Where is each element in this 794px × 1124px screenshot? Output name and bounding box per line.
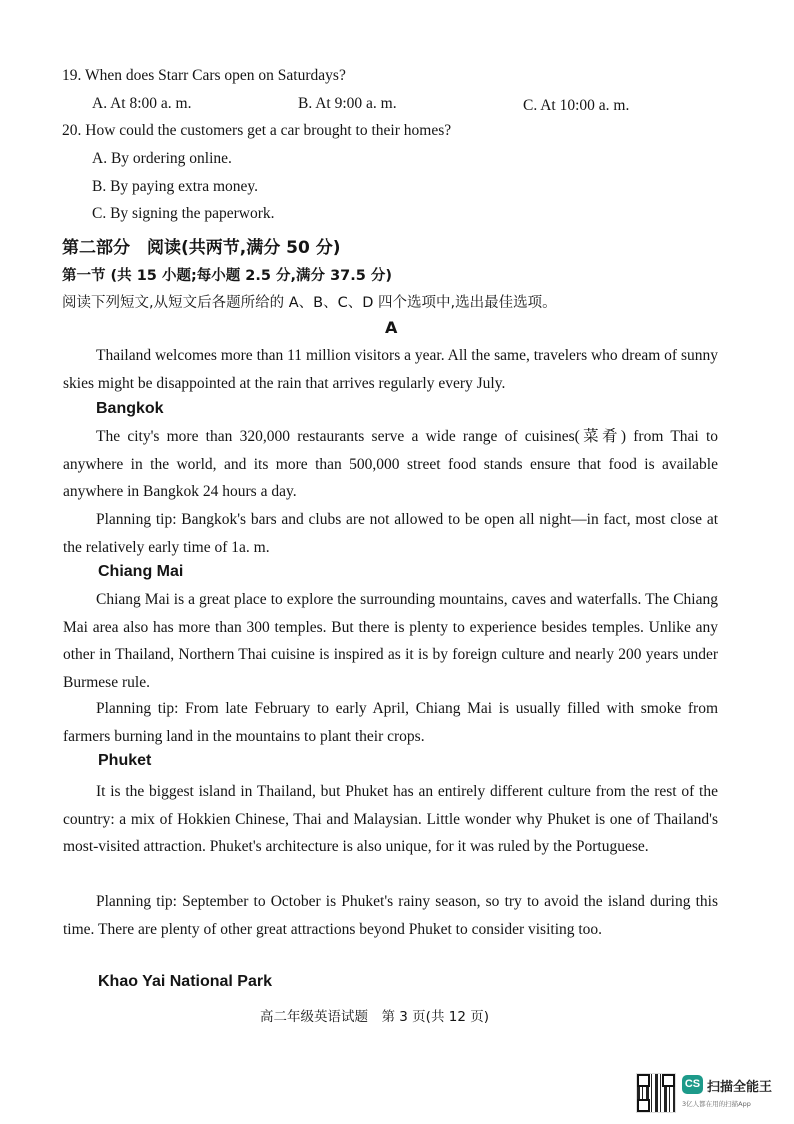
heading-phuket: Phuket (98, 752, 152, 769)
bangkok-tip: Planning tip: Bangkok's bars and clubs are not allowed to be open all night—in fact, most close at the relatively early time of 1a. m. (63, 511, 718, 556)
bangkok-body: The city's more than 320,000 restaurants serve a wide range of cuisines(菜肴) from Thai to anywhere in the world, and its more than 500,000 street food stands ensure that food is available anywhere in Bangkok 24 hours a day. (63, 428, 718, 500)
part-title: 第二部分 阅读(共两节,满分 50 分) (62, 238, 341, 258)
chiang-mai-body: Chiang Mai is a great place to explore the surrounding mountains, caves and waterfalls. The Chiang Mai area also has more than 300 temples. But there is plenty to experience besides temples. Unlike any other in Thailand, Northern Thai cuisine is inspired as it is by foreign culture and nearly 200 years under Burmese rule. (63, 591, 718, 691)
camscanner-tagline: 3亿人都在用的扫描App (682, 1100, 751, 1108)
question-20-stem: 20. How could the customers get a car brought to their homes? (62, 122, 452, 139)
camscanner-name: 扫描全能王 (707, 1080, 773, 1095)
camscanner-logo: CS (682, 1075, 703, 1094)
page-footer: 高二年级英语试题 第 3 页(共 12 页) (260, 1009, 489, 1025)
question-19-option-b: B. At 9:00 a. m. (298, 95, 397, 112)
heading-khao-yai: Khao Yai National Park (98, 973, 272, 990)
heading-chiang-mai: Chiang Mai (98, 563, 184, 580)
chiang-mai-tip: Planning tip: From late February to early April, Chiang Mai is usually filled with smoke from farmers burning land in the mountains to plant their crops. (63, 700, 718, 745)
passage-letter: A (385, 318, 398, 337)
question-19-stem: 19. When does Starr Cars open on Saturdays? (62, 67, 346, 84)
question-19-option-c: C. At 10:00 a. m. (523, 97, 630, 114)
instruction: 阅读下列短文,从短文后各题所给的 A、B、C、D 四个选项中,选出最佳选项。 (62, 295, 557, 311)
heading-bangkok: Bangkok (96, 400, 164, 417)
section-title: 第一节 (共 15 小题;每小题 2.5 分,满分 37.5 分) (62, 268, 393, 284)
qr-code-icon (636, 1073, 676, 1113)
question-20-option-a: A. By ordering online. (92, 150, 232, 167)
intro-paragraph: Thailand welcomes more than 11 million visitors a year. All the same, travelers who dream of sunny skies might be disappointed at the rain that arrives regularly every July. (63, 347, 718, 392)
question-20-option-c: C. By signing the paperwork. (92, 205, 275, 222)
question-20-option-b: B. By paying extra money. (92, 178, 259, 195)
question-19-option-a: A. At 8:00 a. m. (92, 95, 192, 112)
phuket-tip: Planning tip: September to October is Phuket's rainy season, so try to avoid the island during this time. There are plenty of other great attractions beyond Phuket to consider visiting too. (63, 893, 718, 938)
phuket-body: It is the biggest island in Thailand, but Phuket has an entirely different culture from the rest of the country: a mix of Hokkien Chinese, Thai and Malaysian. Little wonder why Phuket is one of Thailand's most-visited attraction. Phuket's architecture is also unique, for it was ruled by the Portuguese. (63, 783, 718, 855)
